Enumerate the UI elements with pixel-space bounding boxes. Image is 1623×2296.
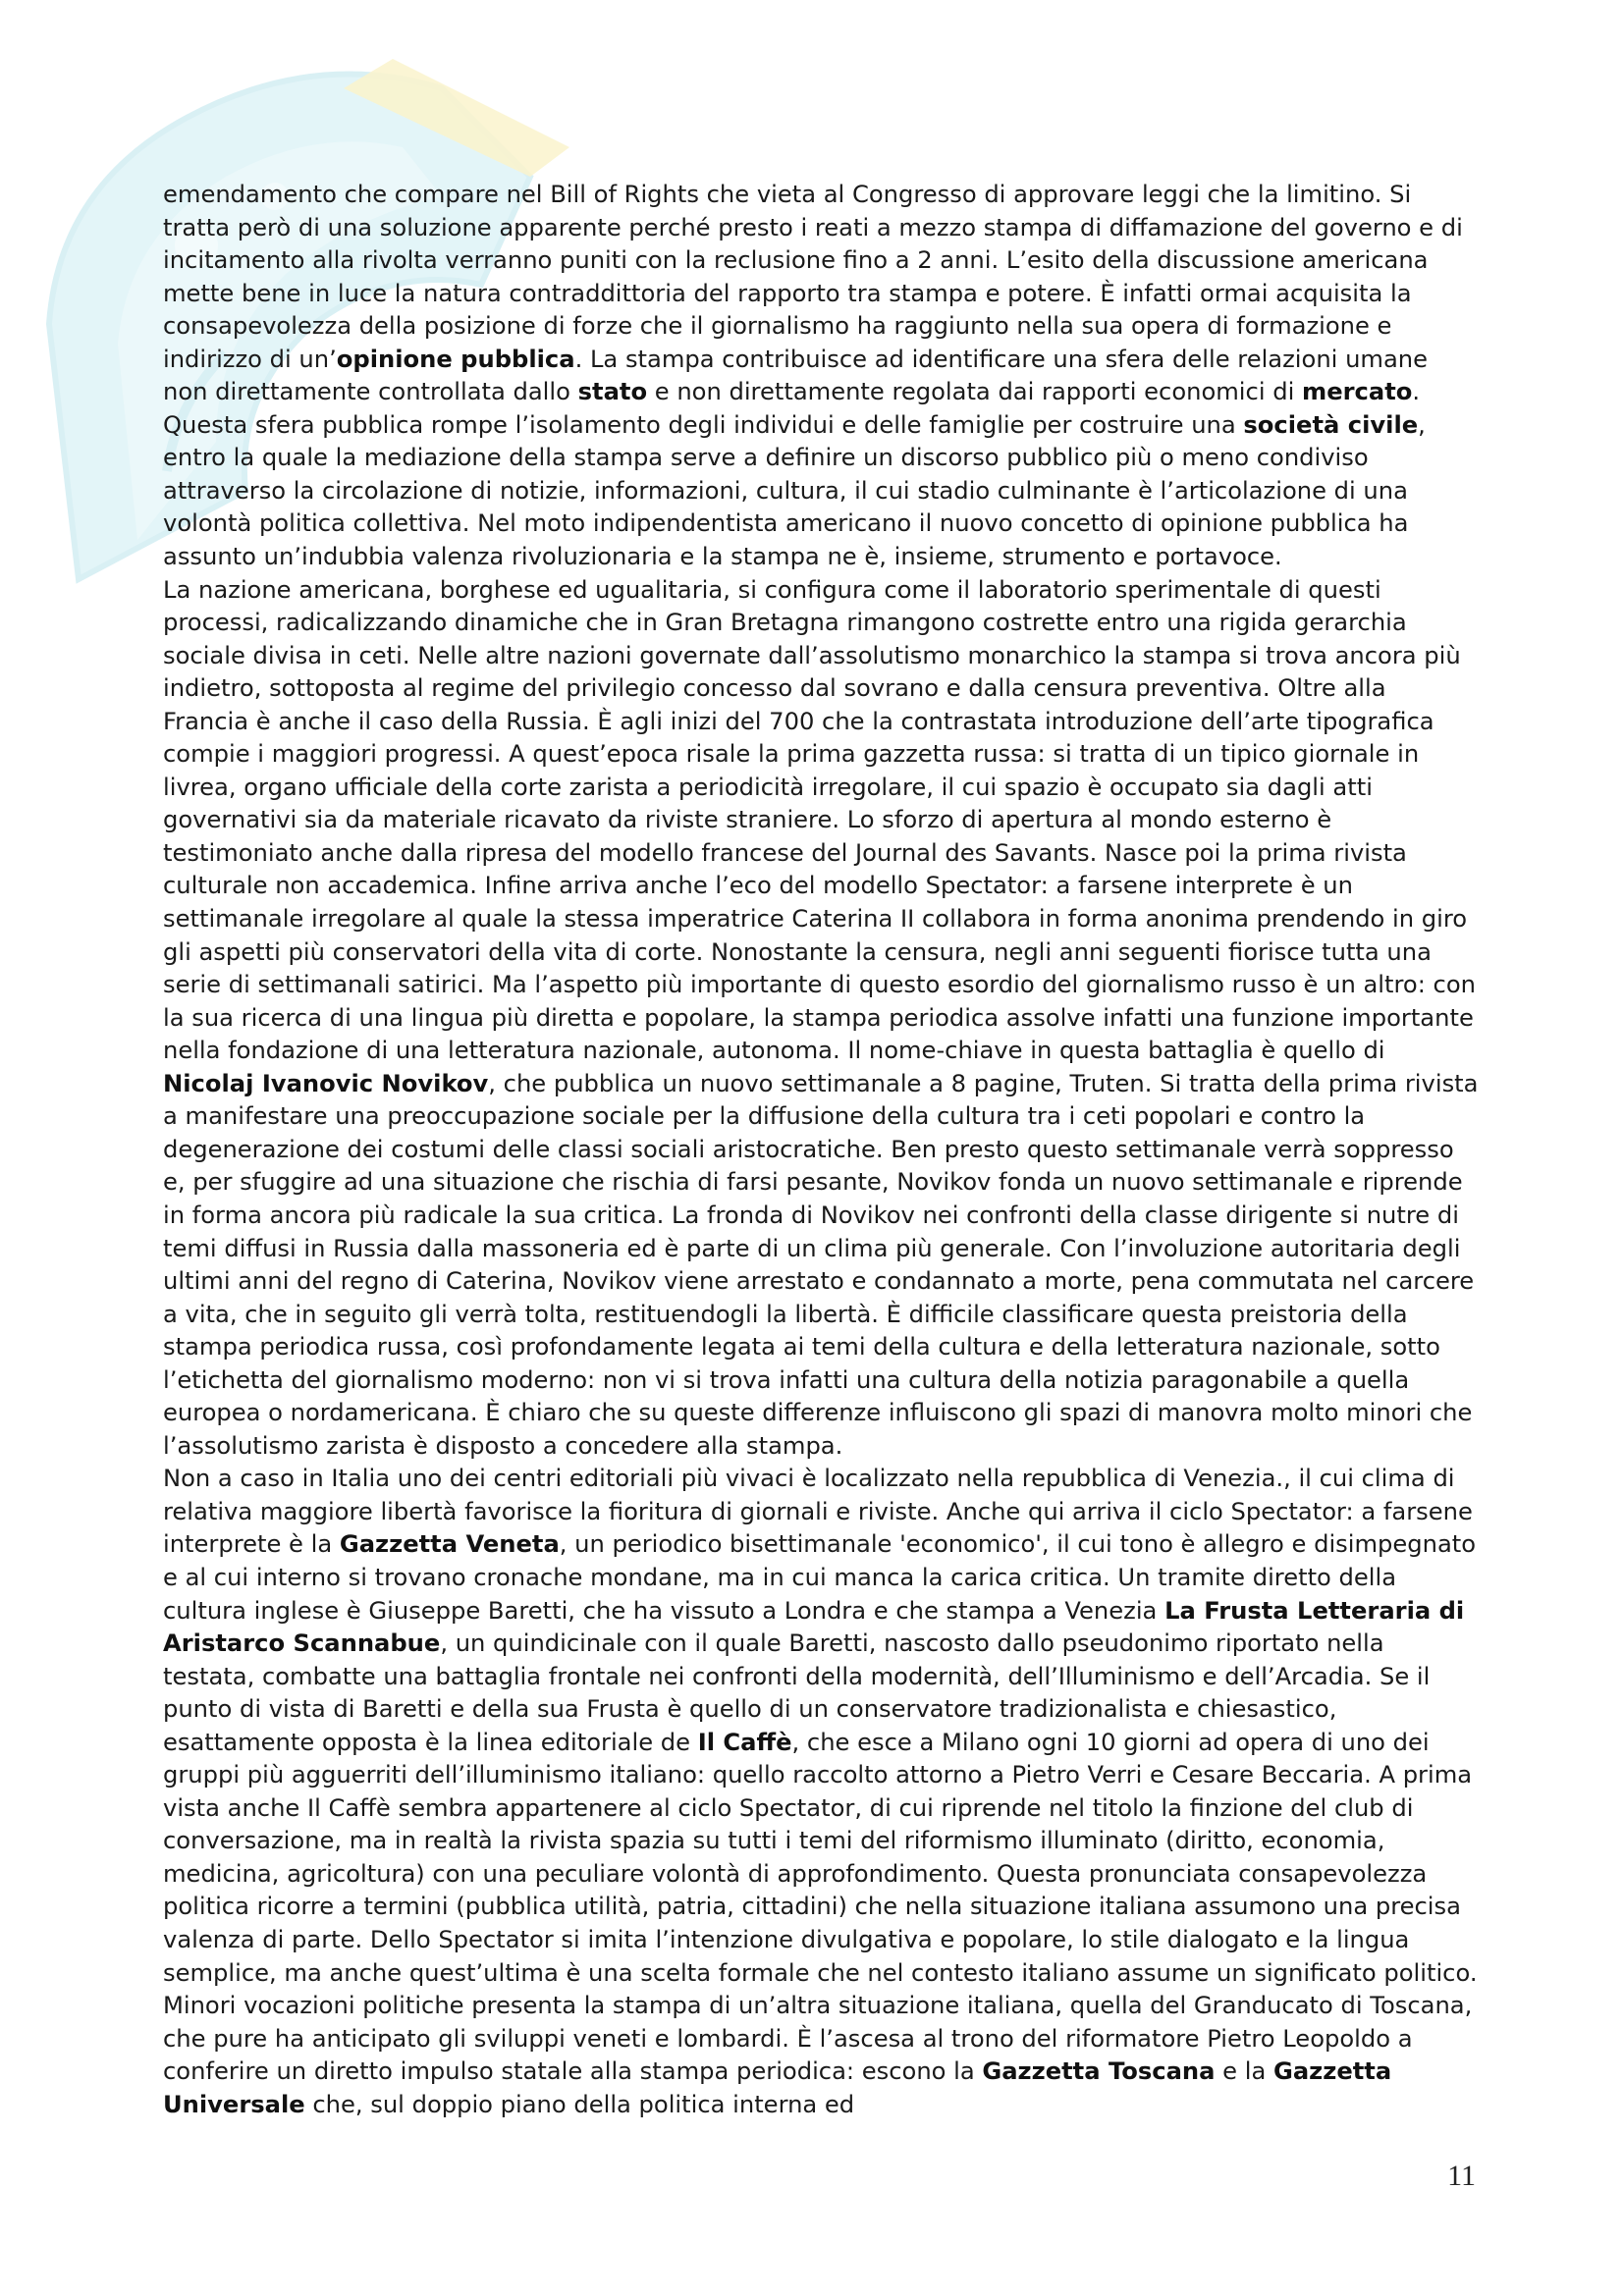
bold-term: società civile <box>1243 410 1419 439</box>
text-run: , che pubblica un nuovo settimanale a 8 pagine, Truten. Si tratta della prima rivista a manifestare una preoccupazione sociale per la diffusione della cultura tra i ceti popolari e contro la degenerazione dei costumi delle classi sociali aristocratiche. Ben presto questo settimanale verrà soppresso e, per sfuggire ad una situazione che rischia di farsi pesante, Novikov fonda un nuovo settimanale e riprende in forma ancora più radicale la sua critica. La fronda di Novikov nei confronti della classe dirigente si nutre di temi diffusi in Russia dalla massoneria ed è parte di un clima più generale. Con l’involuzione autoritaria degli ultimi anni del regno di Caterina, Novikov viene arrestato e condannato a morte, pena commutata nel carcere a vita, che in seguito gli verrà tolta, restituendogli la libertà. È difficile classificare questa preistoria della stampa periodica russa, così profondamente legata ai temi della cultura e della letteratura nazionale, sotto l’etichetta del giornalismo moderno: non vi si trova infatti una cultura della notizia paragonabile a quella europea o nordamericana. È chiaro che su queste differenze influiscono gli spazi di manovra molto minori che l’assolutismo zarista è disposto a concedere alla stampa. <box>163 1069 1479 1460</box>
text-run: . La stampa contribuisce ad identificare una sfera delle relazioni umane non direttamente controllata dallo <box>163 345 1428 406</box>
text-run: . Questa sfera pubblica rompe l’isolamento degli individui e delle famiglie per costruire una <box>163 378 1421 439</box>
paragraph <box>163 1463 1479 2121</box>
page-number: 11 <box>1447 2160 1476 2192</box>
bold-term: La Frusta Letteraria di Aristarco Scannabue <box>163 1596 1465 1658</box>
text-run: , un periodico bisettimanale 'economico', il cui tono è allegro e disimpegnato e al cui interno si trovano cronache mondane, ma in cui manca la carica critica. Un tramite diretto della cultura inglese è Giuseppe Baretti, che ha vissuto a Londra e che stampa a Venezia <box>163 1530 1477 1625</box>
text-run: , entro la quale la mediazione della stampa serve a definire un discorso pubblico più o meno condiviso attraverso la circolazione di notizie, informazioni, cultura, il cui stadio culminante è l’articolazione di una volontà politica collettiva. Nel moto indipendentista americano il nuovo concetto di opinione pubblica ha assunto un’indubbia valenza rivoluzionaria e la stampa ne è, insieme, strumento e portavoce. <box>163 410 1426 571</box>
bold-term: mercato <box>1302 378 1413 406</box>
text-run: , un quindicinale con il quale Baretti, nascosto dallo pseudonimo riportato nella testata, combatte una battaglia frontale nei confronti della modernità, dell’Illuminismo e dell’Arcadia. Se il punto di vista di Baretti e della sua Frusta è quello di un conservatore tradizionalista e chiesastico, esattamente opposta è la linea editoriale de <box>163 1629 1431 1756</box>
bold-term: Gazzetta Toscana <box>982 2057 1216 2086</box>
bold-term: opinione pubblica <box>336 345 575 373</box>
text-run: e la <box>1215 2057 1273 2086</box>
text-run: emendamento che compare nel Bill of Rights che vieta al Congresso di approvare leggi che la limitino. Si tratta però di una soluzione apparente perché presto i reati a mezzo stampa di diffamazione del governo e di incitamento alla rivolta verranno puniti con la reclusione fino a 2 anni. L’esito della discussione americana mette bene in luce la natura contraddittoria del rapporto tra stampa e potere. È infatti ormai acquisita la consapevolezza della posizione di forze che il giornalismo ha raggiunto nella sua opera di formazione e indirizzo di un’ <box>163 181 1463 373</box>
text-run: e non direttamente regolata dai rapporti economici di <box>647 378 1302 406</box>
text-run: La nazione americana, borghese ed ugualitaria, si configura come il laboratorio sperimentale di questi processi, radicalizzando dinamiche che in Gran Bretagna rimangono costrette entro una rigida gerarchia sociale divisa in ceti. Nelle altre nazioni governate dall’assolutismo monarchico la stampa si trova ancora più indietro, sottoposta al regime del privilegio concesso dal sovrano e dalla censura preventiva. Oltre alla Francia è anche il caso della Russia. È agli inizi del 700 che la contrastata introduzione dell’arte tipografica compie i maggiori progressi. A quest’epoca risale la prima gazzetta russa: si tratta di un tipico giornale in livrea, organo ufficiale della corte zarista a periodicità irregolare, il cui spazio è occupato sia dagli atti governativi sia da materiale ricavato da riviste straniere. Lo sforzo di apertura al mondo esterno è testimoniato anche dalla ripresa del modello francese del Journal des Savants. Nasce poi la prima rivista culturale non accademica. Infine arriva anche l’eco del modello Spectator: a farsene interprete è un settimanale irregolare al quale la stessa imperatrice Caterina II collabora in forma anonima prendendo in giro gli aspetti più conservatori della vita di corte. Nonostante la censura, negli anni seguenti fiorisce tutta una serie di settimanali satirici. Ma l’aspetto più importante di questo esordio del giornalismo russo è un altro: con la sua ricerca di una lingua più diretta e popolare, la stampa periodica assolve infatti una funzione importante nella fondazione di una letteratura nazionale, autonoma. Il nome-chiave in questa battaglia è quello di <box>163 575 1476 1065</box>
body-text <box>163 179 1479 2121</box>
text-run: che, sul doppio piano della politica interna ed <box>304 2090 855 2118</box>
text-run: , che esce a Milano ogni 10 giorni ad opera di uno dei gruppi più agguerriti dell’illuminismo italiano: quello raccolto attorno a Pietro Verri e Cesare Beccaria. A prima vista anche Il Caffè sembra appartenere al ciclo Spectator, di cui riprende nel titolo la finzione del club di conversazione, ma in realtà la rivista spazia su tutti i temi del riformismo illuminato (diritto, economia, medicina, agricoltura) con una peculiare volontà di approfondimento. Questa pronunciata consapevolezza politica ricorre a termini (pubblica utilità, patria, cittadini) che nella situazione italiana assumono una precisa valenza di parte. Dello Spectator si imita l’intenzione divulgativa e popolare, lo stile dialogato e la lingua semplice, ma anche quest’ultima è una scelta formale che nel contesto italiano assume un significato politico. Minori vocazioni politiche presenta la stampa di un’altra situazione italiana, quella del Granducato di Toscana, che pure ha anticipato gli sviluppi veneti e lombardi. È l’ascesa al trono del riformatore Pietro Leopoldo a conferire un diretto impulso statale alla stampa periodica: escono la <box>163 1728 1478 2086</box>
paragraph <box>163 179 1479 574</box>
bold-term: Gazzetta Universale <box>163 2057 1392 2118</box>
bold-term: Gazzetta Veneta <box>339 1530 560 1559</box>
bold-term: Il Caffè <box>697 1728 792 1756</box>
paragraph <box>163 574 1479 1464</box>
bold-term: Nicolaj Ivanovic Novikov <box>163 1069 489 1097</box>
text-run: Non a caso in Italia uno dei centri editoriali più vivaci è localizzato nella repubblica di Venezia., il cui clima di relativa maggiore libertà favorisce la fioritura di giornali e riviste. Anche qui arriva il ciclo Spectator: a farsene interprete è la <box>163 1465 1473 1559</box>
bold-term: stato <box>577 378 648 406</box>
